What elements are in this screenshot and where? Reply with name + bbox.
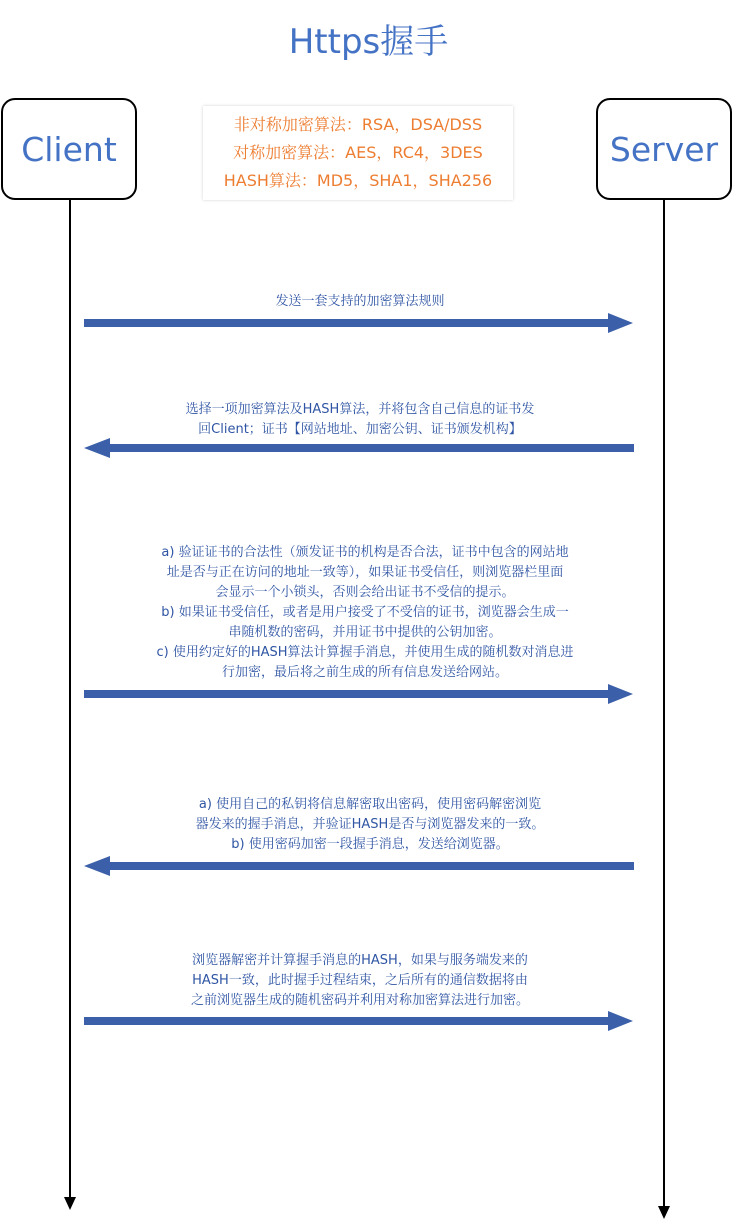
message-line: 行加密，最后将之前生成的所有信息发送给网站。 [221, 665, 508, 680]
message-line: b) 使用密码加密一段握手消息，发送给浏览器。 [231, 837, 509, 852]
algorithm-hash: HASH算法：MD5，SHA1，SHA256 [223, 171, 493, 190]
message-line: 之前浏览器生成的随机密码并利用对称加密算法进行加密。 [190, 993, 529, 1008]
server-lifeline-arrowhead [658, 1206, 670, 1219]
client-lifeline-arrowhead [64, 1197, 76, 1210]
message-line: 选择一项加密算法及HASH算法，并将包含自己信息的证书发 [185, 402, 535, 417]
arrow-4-server-to-client [84, 856, 634, 876]
arrow-2-server-to-client [84, 438, 634, 458]
algorithm-symmetric: 对称加密算法：AES，RC4，3DES [233, 143, 483, 162]
message-line: 发送一套支持的加密算法规则 [275, 294, 445, 309]
arrow-5-client-to-server [84, 1011, 633, 1031]
message-4-label [110, 795, 630, 855]
message-line: a) 验证证书的合法性（颁发证书的机构是否合法，证书中包含的网站地 [161, 545, 569, 560]
message-line: HASH一致，此时握手过程结束，之后所有的通信数据将由 [192, 973, 528, 988]
message-line: 浏览器解密并计算握手消息的HASH，如果与服务端发来的 [192, 953, 528, 968]
arrow-3-client-to-server [84, 684, 633, 704]
client-actor-label: Client [21, 129, 117, 169]
algorithm-asymmetric: 非对称加密算法：RSA，DSA/DSS [233, 115, 483, 134]
message-3-label [100, 543, 630, 683]
message-line: 器发来的握手消息，并验证HASH是否与浏览器发来的一致。 [195, 817, 545, 832]
diagram-title: Https握手 [288, 22, 449, 62]
message-1-label [110, 292, 610, 312]
message-line: b) 如果证书受信任，或者是用户接受了不受信的证书，浏览器会生成一 [161, 605, 569, 620]
message-line: 址是否与正在访问的地址一致等），如果证书受信任，则浏览器栏里面 [166, 565, 564, 580]
message-line: 串随机数的密码，并用证书中提供的公钥加密。 [228, 625, 502, 640]
message-5-label [110, 951, 610, 1011]
message-line: c) 使用约定好的HASH算法计算握手消息，并使用生成的随机数对消息进 [156, 645, 574, 660]
message-line: 回Client；证书【网站地址、加密公钥、证书颁发机构】 [198, 422, 522, 437]
message-2-label [110, 400, 610, 440]
message-line: 会显示一个小锁头，否则会给出证书不受信的提示。 [215, 585, 515, 600]
server-actor-label: Server [609, 129, 719, 169]
arrow-1-client-to-server [84, 313, 633, 333]
message-line: a) 使用自己的私钥将信息解密取出密码，使用密码解密浏览 [198, 797, 542, 812]
